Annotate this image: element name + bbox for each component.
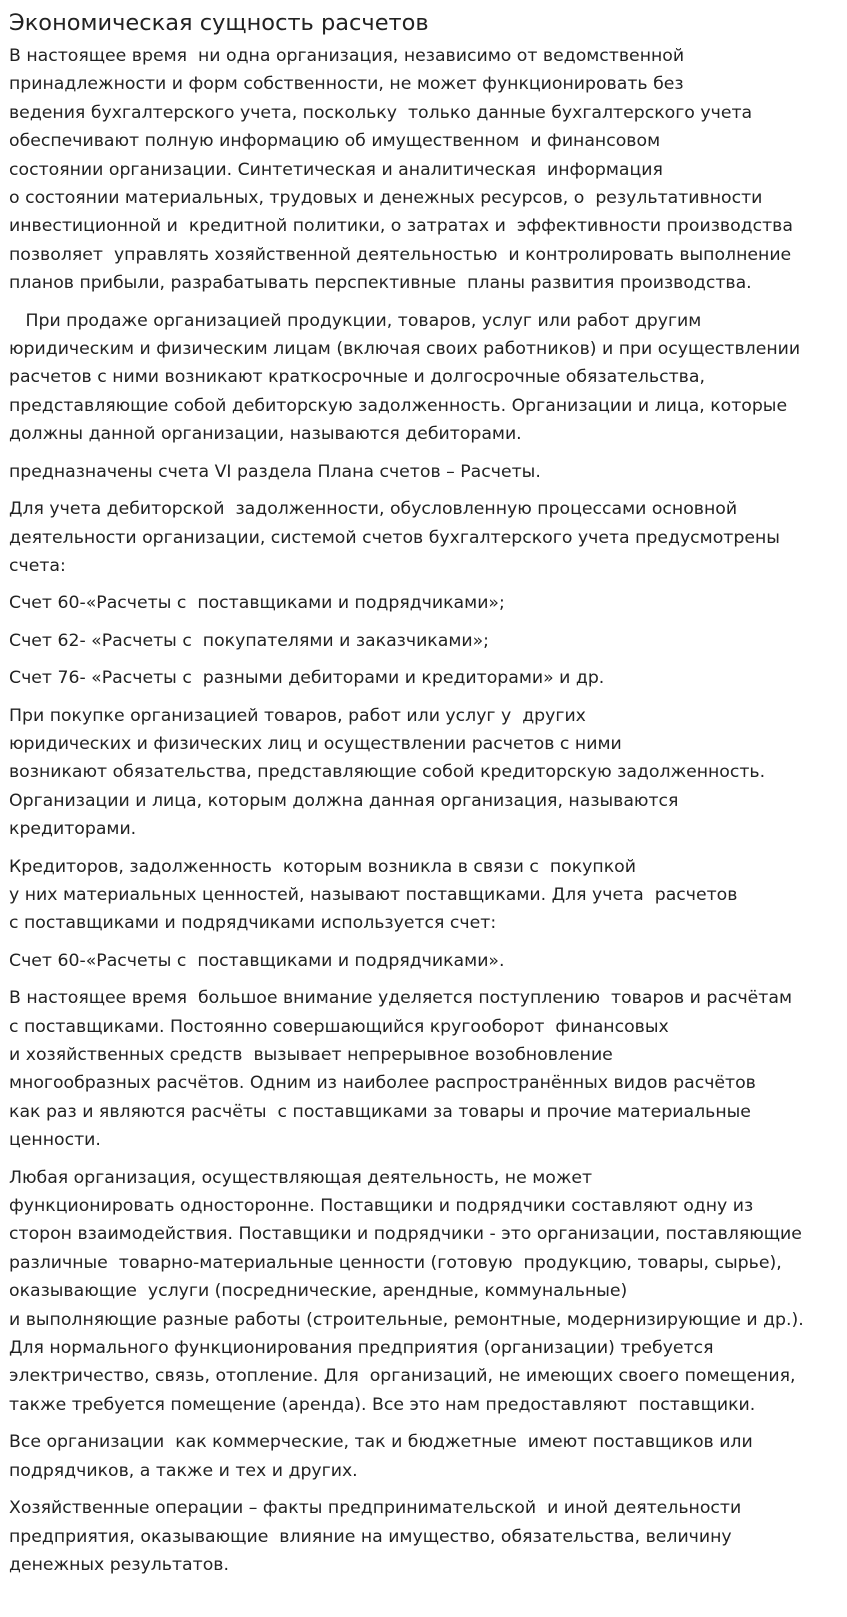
text-line: При продаже организацией продукции, товаров, услуг или работ другим [9, 310, 702, 331]
text-line: и хозяйственных средств вызывает непрерывное возобновление [9, 1045, 613, 1065]
paragraph [9, 984, 838, 1154]
text-line: При покупке организацией товаров, работ или услуг у других [9, 705, 586, 726]
text-line: подрядчиков, а также и тех и других. [9, 1460, 358, 1481]
text-line: многообразных расчётов. Одним из наиболее распространённых видов расчётов [9, 1073, 756, 1094]
page-title: Экономическая сущность расчетов [9, 10, 429, 36]
text-line: сторон взаимодействия. Поставщики и подрядчики - это организации, поставляющие [9, 1224, 802, 1245]
paragraph [9, 458, 838, 486]
text-line: Для нормального функционирования предприятия (организации) требуется [9, 1338, 714, 1359]
text-line: принадлежности и форм собственности, не может функционировать без [9, 74, 684, 95]
text-line: с поставщиками и подрядчиками используется счет: [9, 913, 497, 934]
text-line: как раз и являются расчёты с поставщиками за товары и прочие материальные [9, 1101, 751, 1122]
text-line: Счет 60-«Расчеты с поставщиками и подрядчиками»; [9, 593, 505, 614]
text-line: юридических и физических лиц и осуществлении расчетов с ними [9, 733, 622, 754]
paragraph [9, 1164, 838, 1420]
paragraph [9, 589, 838, 617]
text-line: возникают обязательства, представляющие собой кредиторскую задолженность. [9, 762, 766, 783]
paragraph [9, 42, 838, 298]
text-line: ведения бухгалтерского учета, поскольку только данные бухгалтерского учета [9, 102, 753, 123]
text-line: функционировать односторонне. Поставщики и подрядчики составляют одну из [9, 1196, 754, 1217]
text-line: и выполняющие разные работы (строительные, ремонтные, модернизирующие и др.). [9, 1309, 804, 1330]
paragraph [9, 702, 838, 844]
text-line: Любая организация, осуществляющая деятельность, не может [9, 1167, 593, 1188]
text-line: позволяет управлять хозяйственной деятельностью и контролировать выполнение [9, 244, 792, 265]
text-line: Организации и лица, которым должна данная организация, называются [9, 790, 679, 811]
text-line: оказывающие услуги (посреднические, арендные, коммунальные) [9, 1281, 628, 1302]
text-line: Для учета дебиторской задолженности, обусловленную процессами основной [9, 499, 738, 520]
text-line: предприятия, оказывающие влияние на имущество, обязательства, величину [9, 1526, 732, 1547]
text-line: различные товарно-материальные ценности (готовую продукцию, товары, сырье), [9, 1252, 782, 1273]
text-line: электричество, связь, отопление. Для организаций, не имеющих своего помещения, [9, 1366, 796, 1387]
text-line: В настоящее время большое внимание уделяется поступлению товаров и расчётам [9, 988, 792, 1009]
text-line: деятельности организации, системой счетов бухгалтерского учета предусмотрены [9, 527, 780, 548]
text-line: Кредиторов, задолженность которым возникла в связи с покупкой [9, 856, 636, 877]
paragraph [9, 307, 838, 449]
text-line: Счет 76- «Расчеты с разными дебиторами и кредиторами» и др. [9, 668, 605, 689]
text-line: счета: [9, 555, 66, 576]
text-line: ценности. [9, 1130, 101, 1151]
paragraph [9, 1428, 838, 1485]
paragraph [9, 947, 838, 975]
text-line: юридическим и физическим лицам (включая своих работников) и при осуществлении [9, 339, 801, 360]
text-line: также требуется помещение (аренда). Все это нам предоставляют поставщики. [9, 1394, 756, 1415]
text-line: расчетов с ними возникают краткосрочные и долгосрочные обязательства, [9, 367, 705, 388]
text-line: у них материальных ценностей, называют поставщиками. Для учета расчетов [9, 884, 738, 905]
text-line: инвестиционной и кредитной политики, о затратах и эффективности производства [9, 216, 793, 237]
text-line: денежных результатов. [9, 1554, 229, 1575]
text-line: должны данной организации, называются дебиторами. [9, 424, 522, 445]
text-line: Счет 60-«Расчеты с поставщиками и подрядчиками». [9, 950, 505, 971]
paragraph [9, 627, 838, 655]
text-line: Все организации как коммерческие, так и бюджетные имеют поставщиков или [9, 1432, 753, 1453]
paragraph [9, 495, 838, 580]
paragraph [9, 853, 838, 938]
document-body [9, 42, 838, 1579]
text-line: Счет 62- «Расчеты с покупателями и заказчиками»; [9, 630, 489, 651]
text-line: Хозяйственные операции – факты предпринимательской и иной деятельности [9, 1498, 742, 1519]
text-line: В настоящее время ни одна организация, независимо от ведомственной [9, 46, 685, 66]
text-line: с поставщиками. Постоянно совершающийся кругооборот финансовых [9, 1016, 669, 1037]
paragraph [9, 1494, 838, 1579]
text-line: кредиторами. [9, 819, 137, 840]
paragraph [9, 664, 838, 692]
text-line: обеспечивают полную информацию об имущественном и финансовом [9, 131, 661, 152]
text-line: о состоянии материальных, трудовых и денежных ресурсов, о результативности [9, 188, 763, 209]
text-line: состоянии организации. Синтетическая и аналитическая информация [9, 159, 663, 180]
text-line: предназначены счета VI раздела Плана счетов – Расчеты. [9, 461, 541, 482]
text-line: планов прибыли, разрабатывать перспективные планы развития производства. [9, 273, 752, 294]
text-line: представляющие собой дебиторскую задолженность. Организации и лица, которые [9, 395, 788, 416]
